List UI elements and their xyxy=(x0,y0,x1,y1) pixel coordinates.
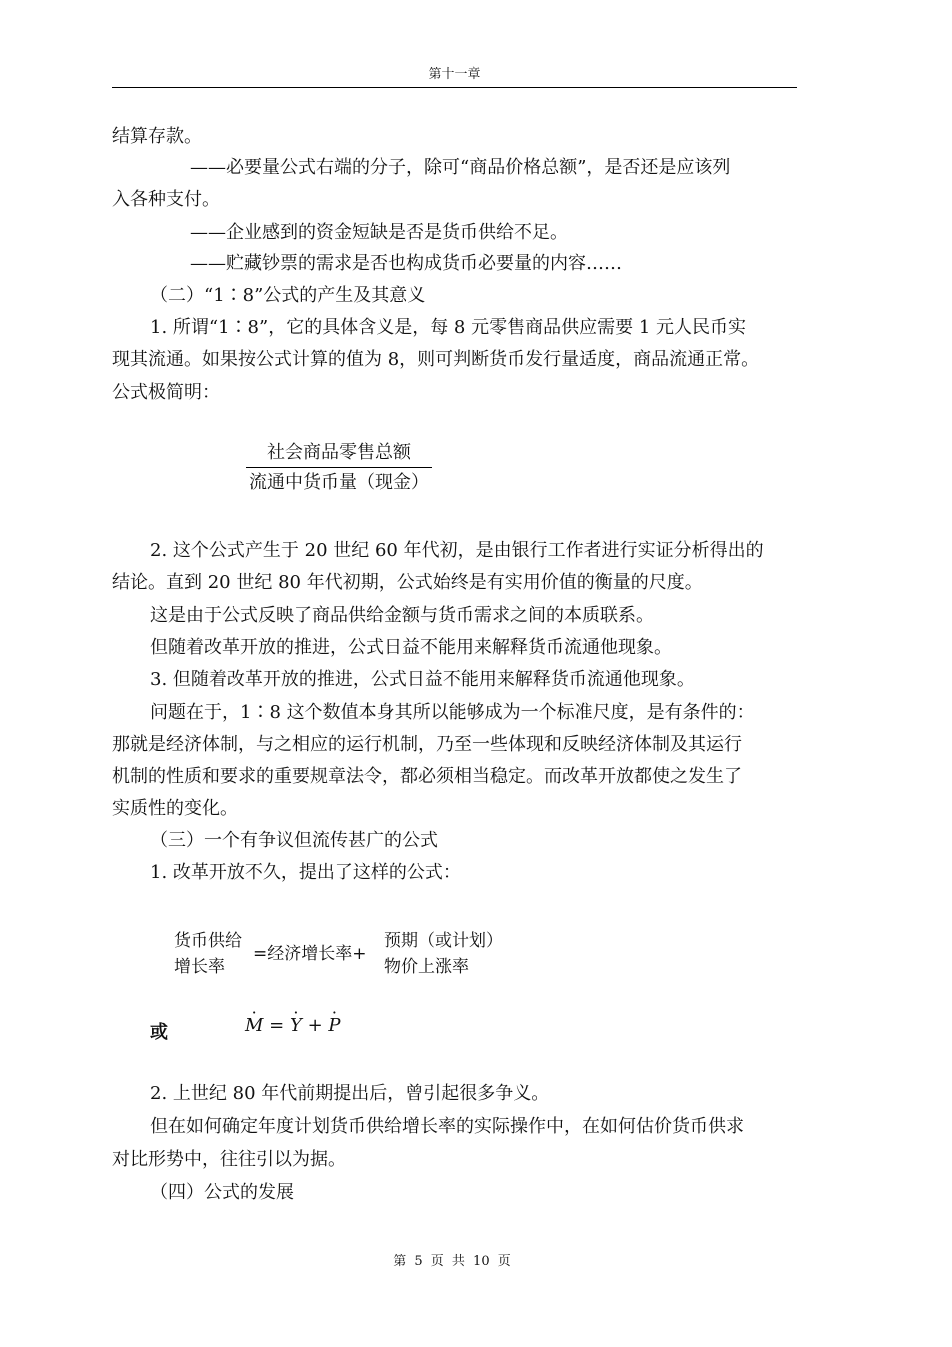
body-line: ——必要量公式右端的分子，除可“商品价格总额”，是否还是应该列 xyxy=(190,157,731,178)
plus-sign: + xyxy=(301,1015,329,1036)
formula-denominator: 流通中货币量（现金） xyxy=(249,472,429,493)
formula-right-bottom: 物价上涨率 xyxy=(384,957,469,977)
body-line: 公式极简明： xyxy=(112,382,220,403)
ratio-formula xyxy=(246,440,432,496)
body-line: 3. 但随着改革开放的推进，公式日益不能用来解释货币流通他现象。 xyxy=(150,669,695,690)
formula-left-stack xyxy=(174,928,252,980)
formula-middle: =经济增长率+ xyxy=(253,944,367,964)
formula-numerator: 社会商品零售总额 xyxy=(267,442,411,463)
m-dot: M · xyxy=(245,1015,263,1036)
section-heading: （三）一个有争议但流传甚广的公式 xyxy=(150,830,438,851)
y-dot: Y · xyxy=(290,1015,302,1036)
formula-right-stack xyxy=(384,928,512,980)
body-line: 1. 所谓“1∶8”，它的具体含义是，每 8 元零售商品供应需要 1 元人民币实 xyxy=(150,317,746,338)
body-line: 结论。直到 20 世纪 80 年代初期，公式始终是有实用价值的衡量的尺度。 xyxy=(112,572,703,593)
section-heading: （二）“1∶8”公式的产生及其意义 xyxy=(150,285,426,306)
body-line: 1. 改革开放不久，提出了这样的公式： xyxy=(150,862,461,883)
formula-left-bottom: 增长率 xyxy=(174,957,225,977)
body-line: 这是由于公式反映了商品供给金额与货币需求之间的本质联系。 xyxy=(150,605,654,626)
equals-sign: = xyxy=(263,1015,290,1036)
formula-right-top: 预期（或计划） xyxy=(384,931,503,951)
formula-left-top: 货币供给 xyxy=(174,931,242,951)
fraction-bar xyxy=(246,467,432,468)
body-line: ——企业感到的资金短缺是否是货币供给不足。 xyxy=(190,222,568,243)
body-line: 机制的性质和要求的重要规章法令，都必须相当稳定。而改革开放都使之发生了 xyxy=(112,766,742,787)
body-line: 2. 这个公式产生于 20 世纪 60 年代初，是由银行工作者进行实证分析得出的 xyxy=(150,540,764,561)
body-line: 问题在于，1∶8 这个数值本身其所以能够成为一个标准尺度，是有条件的： xyxy=(150,702,755,723)
body-line: 但随着改革开放的推进，公式日益不能用来解释货币流通他现象。 xyxy=(150,637,672,658)
page-header: 第十一章 xyxy=(428,67,481,82)
section-heading: （四）公式的发展 xyxy=(150,1182,294,1203)
body-line: 但在如何确定年度计划货币供给增长率的实际操作中，在如何估价货币供求 xyxy=(150,1116,744,1137)
body-line: 现其流通。如果按公式计算的值为 8，则可判断货币发行量适度，商品流通正常。 xyxy=(112,349,760,370)
body-line: 入各种支付。 xyxy=(112,189,220,210)
body-line: 结算存款。 xyxy=(112,126,202,147)
header-divider xyxy=(112,87,797,88)
p-dot: P · xyxy=(328,1015,340,1036)
body-line: 实质性的变化。 xyxy=(112,798,238,819)
body-line: 对比形势中，往往引以为据。 xyxy=(112,1149,346,1170)
body-line: 那就是经济体制，与之相应的运行机制，乃至一些体现和反映经济体制及其运行 xyxy=(112,734,742,755)
body-line: 2. 上世纪 80 年代前期提出后，曾引起很多争义。 xyxy=(150,1083,550,1104)
dot-equation xyxy=(245,1015,341,1036)
formula-or-label: 或 xyxy=(150,1022,168,1043)
page-footer: 第 5 页 共 10 页 xyxy=(393,1254,511,1269)
body-line: ——贮藏钞票的需求是否也构成货币必要量的内容…… xyxy=(190,253,622,274)
